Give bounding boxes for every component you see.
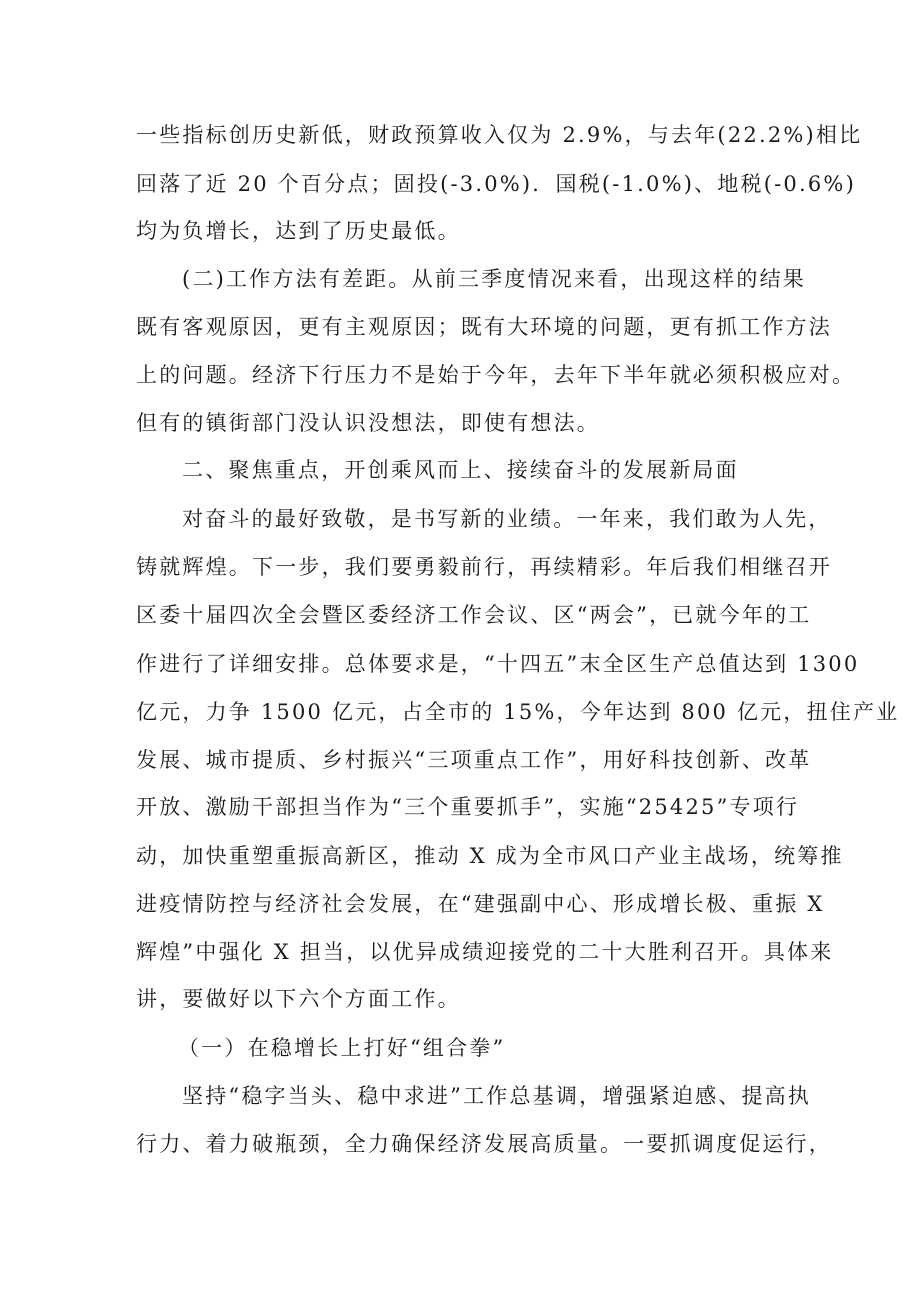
paragraph-line: 铸就辉煌。下一步，我们要勇毅前行，再续精彩。年后我们相继召开: [136, 555, 832, 579]
paragraph-line: 发展、城市提质、乡村振兴“三项重点工作”，用好科技创新、改革: [136, 748, 812, 772]
paragraph-line: 坚持“稳字当头、稳中求进”工作总基调，增强紧迫感、提高执: [182, 1084, 812, 1108]
paragraph-line: 既有客观原因，更有主观原因；既有大环境的问题，更有抓工作方法: [136, 315, 832, 339]
subsection-heading: （一）在稳增长上打好“组合拳”: [178, 1036, 506, 1060]
paragraph-line: 亿元，力争 1500 亿元，占全市的 15%，今年达到 800 亿元，扭住产业: [136, 700, 900, 724]
paragraph-line: 作进行了详细安排。总体要求是，“十四五”末全区生产总值达到 1300: [136, 652, 860, 676]
paragraph-line: 对奋斗的最好致敬，是书写新的业绩。一年来，我们敢为人先，: [182, 507, 832, 531]
paragraph-line: 动，加快重塑重振高新区，推动 X 成为全市风口产业主战场，统筹推: [136, 844, 844, 868]
paragraph-line: 辉煌”中强化 X 担当，以优异成绩迎接党的二十大胜利召开。具体来: [136, 940, 834, 964]
paragraph-line: 回落了近 20 个百分点；固投(-3.0%)．国税(-1.0%)、地税(-0.6%): [136, 172, 856, 196]
paragraph-line: 开放、激励干部担当作为“三个重要抓手”，实施“25425”专项行: [136, 795, 800, 819]
paragraph-line: 讲，要做好以下六个方面工作。: [136, 987, 461, 1011]
paragraph-line: 进疫情防控与经济社会发展，在“建强副中心、形成增长极、重振 X: [136, 892, 825, 916]
paragraph-line: (二)工作方法有差距。从前三季度情况来看，出现这样的结果: [182, 267, 806, 291]
paragraph-line: 但有的镇街部门没认识没想法，即使有想法。: [136, 411, 600, 435]
paragraph-line: 上的问题。经济下行压力不是始于今年，去年下半年就必须积极应对。: [136, 363, 856, 387]
paragraph-line: 一些指标创历史新低，财政预算收入仅为 2.9%，与去年(22.2%)相比: [136, 123, 863, 147]
paragraph-line: 行力、着力破瓶颈，全力确保经济发展高质量。一要抓调度促运行，: [136, 1132, 832, 1156]
paragraph-line: 区委十届四次全会暨区委经济工作会议、区“两会”，已就今年的工: [136, 603, 812, 627]
section-heading: 二、聚焦重点，开创乘风而上、接续奋斗的发展新局面: [182, 458, 739, 482]
paragraph-line: 均为负增长，达到了历史最低。: [136, 219, 461, 243]
